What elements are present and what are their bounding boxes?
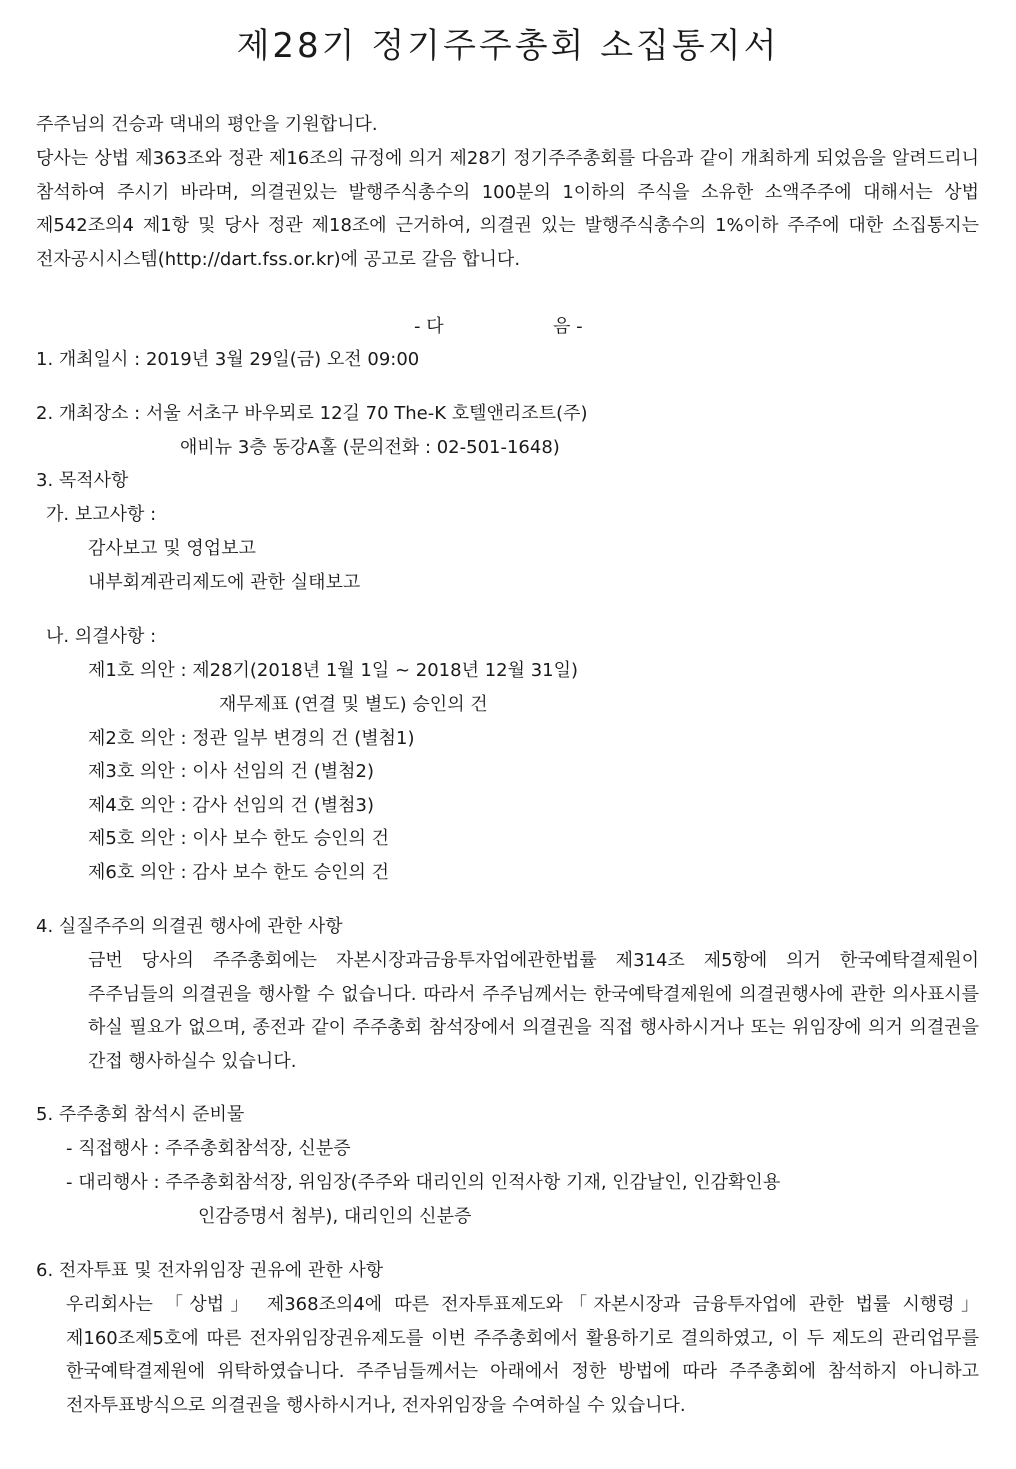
resolution-heading: 나. 의결사항 : (46, 626, 157, 647)
meeting-place-detail: 애비뉴 3층 동강A홀 (문의전화 : 02-501-1648) (180, 437, 560, 458)
proxy-attendance-items-continued: 인감증명서 첨부), 대리인의 신분증 (198, 1206, 472, 1227)
section-6-body: 우리회사는 「상법」 제368조의4에 따른 전자투표제도와「자본시장과 금융투자업에 관한 법률 시행령」 제160조제5호에 따른 전자위임장권유제도를 이번 주주총회에서 활용하기로 결의하였고, 이 두 제도의 관리업무를 한국예탁결제원에 위탁하였습니다. 주주님들께서는 아래에서 정한 방법에 따라 주주총회에 참석하지 아니하고 전자투표방식으로 의결권을 행사하시거나, 전자위임장을 수여하실 수 있습니다. (66, 1294, 979, 1416)
greeting-text: 주주님의 건승과 댁내의 평안을 기원합니다. (36, 114, 378, 135)
direct-attendance-items: - 직접행사 : 주주총회참석장, 신분증 (66, 1138, 351, 1159)
section-3-heading: 3. 목적사항 (36, 470, 129, 491)
report-heading: 가. 보고사항 : (46, 504, 157, 525)
agenda-item-continued: 재무제표 (연결 및 별도) 승인의 건 (219, 694, 488, 715)
report-item: 감사보고 및 영업보고 (88, 538, 256, 559)
proxy-attendance-items: - 대리행사 : 주주총회참석장, 위임장(주주와 대리인의 인적사항 기재, 인감날인, 인감확인용 (66, 1172, 781, 1193)
agenda-item: 제1호 의안 : 제28기(2018년 1월 1일 ~ 2018년 12월 31일) (88, 660, 579, 681)
intro-paragraph: 당사는 상법 제363조와 정관 제16조의 규정에 의거 제28기 정기주주총회를 다음과 같이 개최하게 되었음을 알려드리니 참석하여 주시기 바라며, 의결권있는 발행주식총수의 100분의 1이하의 주식을 소유한 소액주주에 대해서는 상법 제542조의4 제1항 및 당사 정관 제18조에 근거하여, 의결권 있는 발행주식총수의 1%이하 주주에 대한 소집통지는 전자공시시스템(http://dart.fss.or.kr)에 공고로 갈음 합니다. (36, 148, 979, 270)
section-5-heading: 5. 주주총회 참석시 준비물 (36, 1104, 245, 1125)
section-6-heading: 6. 전자투표 및 전자위임장 권유에 관한 사항 (36, 1260, 384, 1281)
divider-right: 음 - (553, 316, 583, 337)
report-item: 내부회계관리제도에 관한 실태보고 (88, 572, 361, 593)
section-4-body: 금번 당사의 주주총회에는 자본시장과금융투자업에관한법률 제314조 제5항에 의거 한국예탁결제원이 주주님들의 의결권을 행사할 수 없습니다. 따라서 주주님께서는 한국예탁결제원에 의결권행사에 관한 의사표시를 하실 필요가 없으며, 종전과 같이 주주총회 참석장에서 의결권을 직접 행사하시거나 또는 위임장에 의거 의결권을 간접 행사하실수 있습니다. (88, 950, 979, 1072)
agenda-item: 제6호 의안 : 감사 보수 한도 승인의 건 (88, 862, 389, 883)
meeting-place: 2. 개최장소 : 서울 서초구 바우뫼로 12길 70 The-K 호텔앤리조트(주) (36, 403, 588, 424)
meeting-date: 1. 개최일시 : 2019년 3월 29일(금) 오전 09:00 (36, 349, 420, 370)
agenda-item: 제2호 의안 : 정관 일부 변경의 건 (별첨1) (88, 728, 415, 749)
document-title: 제28기 정기주주총회 소집통지서 (236, 26, 780, 66)
divider-left: - 다 (414, 316, 444, 337)
agenda-item: 제4호 의안 : 감사 선임의 건 (별첨3) (88, 795, 374, 816)
section-4-heading: 4. 실질주주의 의결권 행사에 관한 사항 (36, 916, 343, 937)
agenda-item: 제5호 의안 : 이사 보수 한도 승인의 건 (88, 828, 389, 849)
agenda-item: 제3호 의안 : 이사 선임의 건 (별첨2) (88, 761, 374, 782)
